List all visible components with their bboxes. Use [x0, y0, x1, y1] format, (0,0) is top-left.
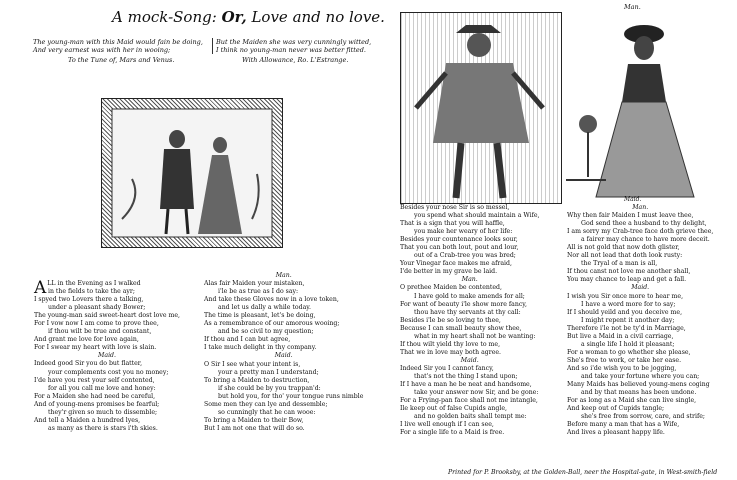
verse-line: To bring a Maiden to their Bow,: [204, 416, 304, 424]
verse-line: for all you call me love and honey:: [48, 384, 156, 392]
verse-line: For want of beauty i'le show more fancy,: [400, 300, 527, 308]
verse-line: Your Vinegar face makes me afraid,: [400, 260, 512, 268]
verse-line: I wish you Sir once more to hear me,: [567, 292, 684, 300]
man-figure-icon: [401, 13, 561, 203]
verse-line: in the fields to take the ayr;: [48, 288, 135, 296]
verse-line: For as long as a Maid she can live single,: [567, 397, 697, 405]
verse-line: the Tryal of a man is all,: [581, 260, 658, 268]
verse-line: Besides your countenance looks sour,: [400, 236, 518, 244]
subtitle-right-line: I think no young-man never was better fitted.: [216, 46, 366, 54]
verse-line: if she could be by you trappan'd:: [218, 384, 321, 392]
verse-line: For I vow now I am come to prove thee,: [34, 320, 159, 328]
verse-line: and be so civil to my question;: [218, 328, 314, 336]
speaker-heading: Man.: [275, 272, 292, 279]
verse-line: If I should yeild and you deceive me,: [567, 308, 683, 316]
verse-line: Why then fair Maiden I must leave thee,: [567, 212, 694, 220]
verse-line: God send thee a husband to thy delight,: [581, 220, 707, 228]
verse-line: That we in love may both agree.: [400, 348, 501, 356]
verse-line: And lives a pleasant happy life.: [567, 429, 665, 437]
verse-line: and no golden baits shall tempt me:: [414, 413, 527, 421]
woodcut-maid: [566, 12, 702, 202]
speaker-heading: Man.: [632, 204, 649, 211]
verse-line: but hold you, for tho' your tongue runs nimble: [218, 392, 364, 400]
verse-line: She's free to work, or take her ease.: [567, 356, 682, 364]
verse-line: The young-man said sweet-heart dost love me,: [34, 312, 181, 320]
speaker-heading: Maid.: [460, 356, 479, 364]
verse-line: That is a sign that you will haffle,: [400, 220, 505, 228]
verse-line: I live well enough if I can see,: [400, 421, 494, 429]
verse-line: For I swear my heart with love is slain.: [34, 344, 157, 352]
verse-column-1: [34, 280, 180, 433]
speaker-heading: Maid.: [98, 352, 116, 360]
verse-line: For a Frying-pan face shall not me intangle,: [400, 397, 538, 405]
verse-line: LL in the Evening as I walked: [47, 280, 141, 287]
speaker-heading: Maid.: [631, 284, 650, 292]
verse-line: Many Maids has believed young-mens coging: [567, 381, 710, 389]
subtitle-left: [33, 38, 203, 54]
verse-column-3: [400, 204, 540, 437]
verse-line: The time is pleasant, let's be doing,: [204, 312, 316, 320]
verse-line: I am sorry my Crab-tree face doth grieve thee,: [567, 228, 714, 236]
verse-line: If thou canst not love me another shall,: [567, 268, 691, 276]
verse-line: Therefore i'le not be ty'd in Marriage,: [567, 324, 686, 332]
verse-line: Before many a man that has a Wife,: [567, 421, 680, 429]
verse-line: take your answer now Sir, and be gone:: [414, 389, 539, 397]
verse-line: I might repent it another day;: [581, 316, 675, 324]
verse-line: To bring a Maiden to destruction,: [204, 376, 310, 384]
verse-column-2: [204, 272, 363, 433]
verse-line: And so i'de wish you to be jogging,: [567, 364, 677, 372]
speaker-heading: Maid.: [274, 352, 293, 360]
verse-line: O Sir I see what your intent is,: [204, 360, 301, 368]
verse-line: a fairer may chance to have more deceit.: [581, 236, 710, 244]
ballad-title: [112, 8, 385, 26]
verse-line: Because I can small beauty show thee,: [400, 324, 522, 332]
subtitle-right: [212, 38, 371, 54]
verse-line: All is not gold that now doth glister,: [567, 244, 680, 252]
verse-line: you make her weary of her life:: [414, 228, 513, 236]
verse-line: your a pretty man I understand;: [218, 368, 319, 376]
verse-line: And keep out of Cupids tangle;: [567, 405, 665, 413]
verse-line: You may chance to leap and get a fall.: [567, 276, 687, 284]
verse-line: O prethee Maiden be contented,: [400, 284, 502, 292]
verse-line: out of a Crab-tree you was bred;: [414, 252, 516, 260]
verse-line: Nor all not lead that doth look rusty:: [567, 252, 683, 260]
verse-line: Besides your nose Sir is so messel,: [400, 204, 510, 211]
verse-line: thou have thy servants at thy call:: [414, 308, 521, 316]
allowance-line: With Allowance, Ro. L'Estrange.: [242, 56, 349, 64]
verse-column-4: [567, 204, 713, 437]
verse-line: a single life I hold it pleasant;: [581, 340, 675, 348]
verse-line: I spyed two Lovers there a talking,: [34, 296, 144, 304]
verse-line: and take your fortune where you can;: [581, 372, 700, 380]
verse-line: If thou and I can but agree,: [204, 336, 291, 344]
verse-line: Ile keep out of false Cupids angle,: [400, 405, 507, 413]
verse-line: And of young-mens promises be fearful;: [34, 400, 160, 408]
title-bold: Or,: [221, 8, 247, 26]
verse-line: I have gold to make amends for all;: [414, 292, 525, 300]
verse-line: i'le be as true as I do say:: [218, 288, 299, 296]
speaker-heading: Man.: [461, 276, 478, 284]
printer-imprint: Printed for P. Brooksby, at the Golden-Ball, neer the Hospital-gate, in West-smith-field: [448, 469, 718, 476]
verse-line: Besides i'le be so loving to thee,: [400, 316, 501, 324]
verse-line: she's free from sorrow, care, and strife;: [581, 413, 705, 421]
verse-line: For a woman to go whether she please,: [567, 348, 691, 356]
subtitle-left-line: And very earnest was with her in wooing;: [33, 46, 171, 54]
verse-line: Some men they can lye and dessemble;: [204, 400, 328, 408]
verse-line: if thou wilt be true and constant,: [48, 328, 152, 336]
verse-line: so cunningly that he can wooe:: [218, 408, 316, 416]
verse-line: And tell a Maiden a hundred lyes,: [34, 416, 141, 424]
verse-line: Indeed Sir you I cannot fancy,: [400, 364, 494, 372]
verse-line: As a remembrance of our amorous wooing;: [204, 320, 340, 328]
verse-line: your complements cost you no money;: [48, 368, 169, 376]
verse-line: that's not the thing I stand upon;: [414, 372, 518, 380]
drop-cap: A: [34, 278, 47, 298]
woodcut-man: [400, 12, 562, 204]
verse-line: That you can both lout, pout and lour,: [400, 244, 519, 252]
verse-line: And take these Gloves now in a love token,: [204, 296, 339, 304]
verse-line: and let us dally a while today.: [218, 304, 311, 312]
verse-line: Indeed good Sir you do but flatter,: [34, 360, 143, 368]
verse-line: But I am not one that will do so.: [204, 424, 305, 432]
woodcut-couple: [101, 98, 283, 248]
verse-line: you spend what should maintain a Wife,: [414, 212, 540, 220]
woodcut-man-caption: Man.: [624, 3, 641, 11]
verse-line: as many as there is stars i'th skies.: [48, 424, 158, 432]
maid-figure-icon: [566, 12, 702, 202]
verse-line: For a single life to a Maid is free.: [400, 429, 505, 437]
verse-line: they'r given so much to dissemble;: [48, 408, 158, 416]
subtitle-left-line: The young-man with this Maid would fain be doing,: [33, 38, 203, 46]
verse-line: I have a word more for to say;: [581, 300, 676, 308]
verse-line: what in my heart shall not be wanting:: [414, 332, 536, 340]
woodcut-maid-caption: Maid.: [624, 196, 642, 203]
verse-line: and by that means has been undone.: [581, 389, 697, 397]
couple-figures-icon: [102, 99, 282, 247]
verse-line: Alas fair Maiden your mistaken,: [204, 280, 305, 288]
verse-line: If I have a man he be neat and handsome,: [400, 381, 532, 389]
title-main: A mock-Song:: [112, 8, 217, 26]
verse-line: I'de have you rest your self contented,: [34, 376, 155, 384]
verse-line: And grant me love for love again,: [34, 336, 139, 344]
title-rest: Love and no love.: [251, 8, 385, 26]
verse-line: under a pleasant shady Bower;: [48, 304, 146, 312]
verse-line: But live a Maid in a civil carriage,: [567, 332, 674, 340]
verse-line: I'de better in my grave be laid.: [400, 268, 498, 276]
tune-line: To the Tune of, Mars and Venus.: [68, 56, 175, 64]
verse-line: I take much delight in thy company.: [204, 344, 317, 352]
subtitle-right-line: But the Maiden she was very cunningly witted,: [216, 38, 372, 46]
verse-line: For a Maiden she had need be careful,: [34, 392, 156, 400]
verse-line: If thou wilt yield thy love to me,: [400, 340, 501, 348]
